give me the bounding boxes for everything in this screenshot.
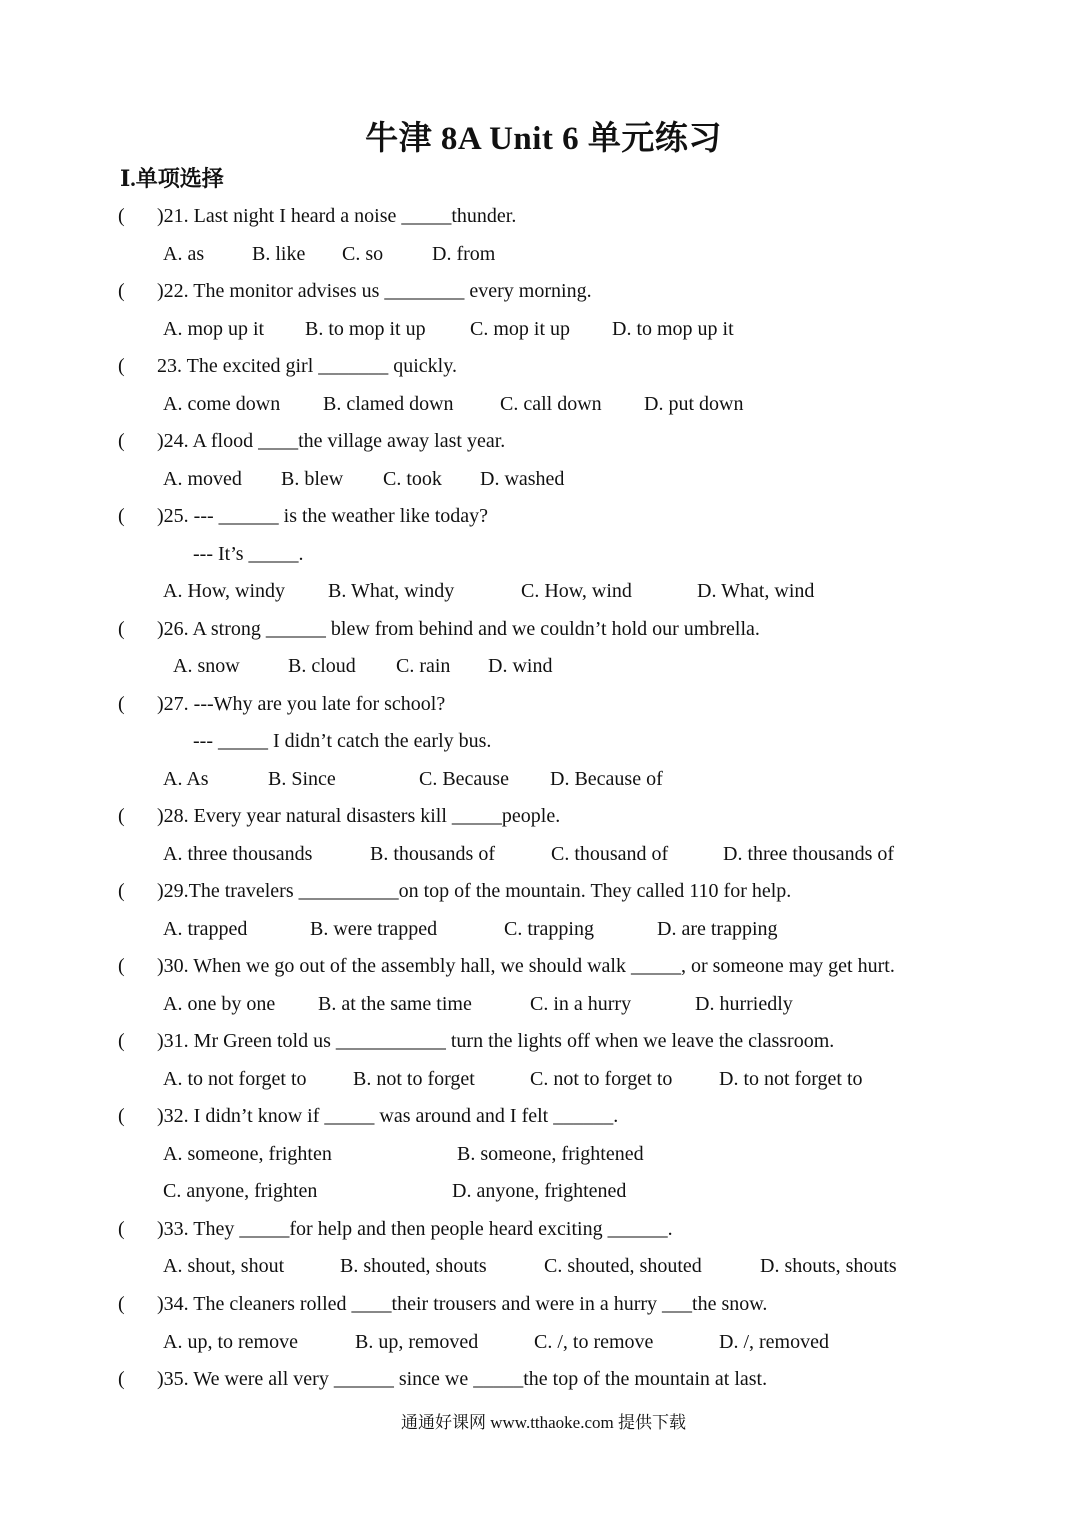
question-32-stem: )32. I didn’t know if _____ was around and I felt ______. — [157, 1105, 619, 1127]
question-28-stem: )28. Every year natural disasters kill _____people. — [157, 805, 561, 827]
question-25-option-b: B. What, windy — [328, 580, 455, 602]
question-31-stem: )31. Mr Green told us ___________ turn the lights off when we leave the classroom. — [157, 1030, 835, 1052]
answer-paren-34: ( — [118, 1293, 125, 1315]
answer-paren-32: ( — [118, 1105, 125, 1127]
question-26-stem: )26. A strong ______ blew from behind and we couldn’t hold our umbrella. — [157, 618, 760, 640]
question-26-option-b: B. cloud — [288, 655, 356, 677]
answer-paren-23: ( — [118, 355, 125, 377]
answer-paren-28: ( — [118, 805, 125, 827]
question-32-option-c: C. anyone, frighten — [163, 1180, 318, 1202]
question-22-option-b: B. to mop it up — [305, 318, 426, 340]
question-29-option-a: A. trapped — [163, 918, 248, 940]
question-34-option-d: D. /, removed — [719, 1331, 829, 1353]
question-34-option-b: B. up, removed — [355, 1331, 479, 1353]
question-21-option-b: B. like — [252, 243, 306, 265]
question-24-option-b: B. blew — [281, 468, 344, 490]
question-30-option-a: A. one by one — [163, 993, 276, 1015]
question-27-dialogue: --- _____ I didn’t catch the early bus. — [193, 730, 492, 752]
question-29-option-d: D. are trapping — [657, 918, 778, 940]
question-23-stem: 23. The excited girl _______ quickly. — [157, 355, 457, 377]
answer-paren-21: ( — [118, 205, 125, 227]
question-34-option-c: C. /, to remove — [534, 1331, 654, 1353]
question-29-option-b: B. were trapped — [310, 918, 438, 940]
question-28-option-c: C. thousand of — [551, 843, 669, 865]
question-30-option-d: D. hurriedly — [695, 993, 793, 1015]
question-32-option-b: B. someone, frightened — [457, 1143, 644, 1165]
answer-paren-30: ( — [118, 955, 125, 977]
question-33-stem: )33. They _____for help and then people heard exciting ______. — [157, 1218, 673, 1240]
question-33-option-a: A. shout, shout — [163, 1255, 285, 1277]
question-34-stem: )34. The cleaners rolled ____their trousers and were in a hurry ___the snow. — [157, 1293, 768, 1315]
question-32-option-a: A. someone, frighten — [163, 1143, 332, 1165]
question-23-option-b: B. clamed down — [323, 393, 454, 415]
question-21-option-d: D. from — [432, 243, 496, 265]
question-25-option-d: D. What, wind — [697, 580, 815, 602]
question-26-option-d: D. wind — [488, 655, 553, 677]
question-27-option-b: B. Since — [268, 768, 336, 790]
answer-paren-27: ( — [118, 693, 125, 715]
question-21-option-a: A. as — [163, 243, 205, 265]
question-28-option-a: A. three thousands — [163, 843, 313, 865]
page-title: 牛津 8A Unit 6 单元练习 — [365, 121, 722, 157]
answer-paren-26: ( — [118, 618, 125, 640]
question-24-option-c: C. took — [383, 468, 442, 490]
answer-paren-29: ( — [118, 880, 125, 902]
question-31-option-d: D. to not forget to — [719, 1068, 863, 1090]
question-30-stem: )30. When we go out of the assembly hall, we should walk _____, or someone may get hurt. — [157, 955, 895, 977]
question-35-stem: )35. We were all very ______ since we _____the top of the mountain at last. — [157, 1368, 768, 1390]
question-27-option-d: D. Because of — [550, 768, 663, 790]
question-26-option-c: C. rain — [396, 655, 451, 677]
question-22-option-a: A. mop up it — [163, 318, 265, 340]
question-21-stem: )21. Last night I heard a noise _____thunder. — [157, 205, 517, 227]
question-23-option-d: D. put down — [644, 393, 744, 415]
question-31-option-c: C. not to forget to — [530, 1068, 673, 1090]
question-27-option-a: A. As — [163, 768, 209, 790]
question-26-option-a: A. snow — [173, 655, 240, 677]
question-30-option-b: B. at the same time — [318, 993, 472, 1015]
question-22-stem: )22. The monitor advises us ________ every morning. — [157, 280, 592, 302]
answer-paren-33: ( — [118, 1218, 125, 1240]
question-27-option-c: C. Because — [419, 768, 509, 790]
question-31-option-a: A. to not forget to — [163, 1068, 307, 1090]
question-25-stem: )25. --- ______ is the weather like today? — [157, 505, 489, 527]
question-27-stem: )27. ---Why are you late for school? — [157, 693, 446, 715]
question-29-stem: )29.The travelers __________on top of the mountain. They called 110 for help. — [157, 880, 792, 902]
question-23-option-c: C. call down — [500, 393, 602, 415]
answer-paren-25: ( — [118, 505, 125, 527]
question-28-option-d: D. three thousands of — [723, 843, 895, 865]
question-23-option-a: A. come down — [163, 393, 281, 415]
answer-paren-35: ( — [118, 1368, 125, 1390]
question-33-option-d: D. shouts, shouts — [760, 1255, 897, 1277]
question-33-option-b: B. shouted, shouts — [340, 1255, 487, 1277]
answer-paren-24: ( — [118, 430, 125, 452]
question-32-option-d: D. anyone, frightened — [452, 1180, 627, 1202]
question-24-option-a: A. moved — [163, 468, 242, 490]
question-30-option-c: C. in a hurry — [530, 993, 632, 1015]
footer: 通通好课网 www.tthaoke.com 提供下载 — [400, 1413, 687, 1432]
section-heading: Ⅰ.单项选择 — [120, 166, 224, 191]
answer-paren-31: ( — [118, 1030, 125, 1052]
question-24-option-d: D. washed — [480, 468, 565, 490]
question-22-option-d: D. to mop up it — [612, 318, 734, 340]
question-29-option-c: C. trapping — [504, 918, 594, 940]
question-28-option-b: B. thousands of — [370, 843, 495, 865]
question-22-option-c: C. mop it up — [470, 318, 571, 340]
question-25-dialogue: --- It’s _____. — [193, 543, 304, 565]
question-34-option-a: A. up, to remove — [163, 1331, 298, 1353]
question-21-option-c: C. so — [342, 243, 384, 265]
question-25-option-a: A. How, windy — [163, 580, 286, 602]
question-25-option-c: C. How, wind — [521, 580, 632, 602]
answer-paren-22: ( — [118, 280, 125, 302]
question-31-option-b: B. not to forget — [353, 1068, 475, 1090]
question-33-option-c: C. shouted, shouted — [544, 1255, 702, 1277]
question-24-stem: )24. A flood ____the village away last year. — [157, 430, 506, 452]
